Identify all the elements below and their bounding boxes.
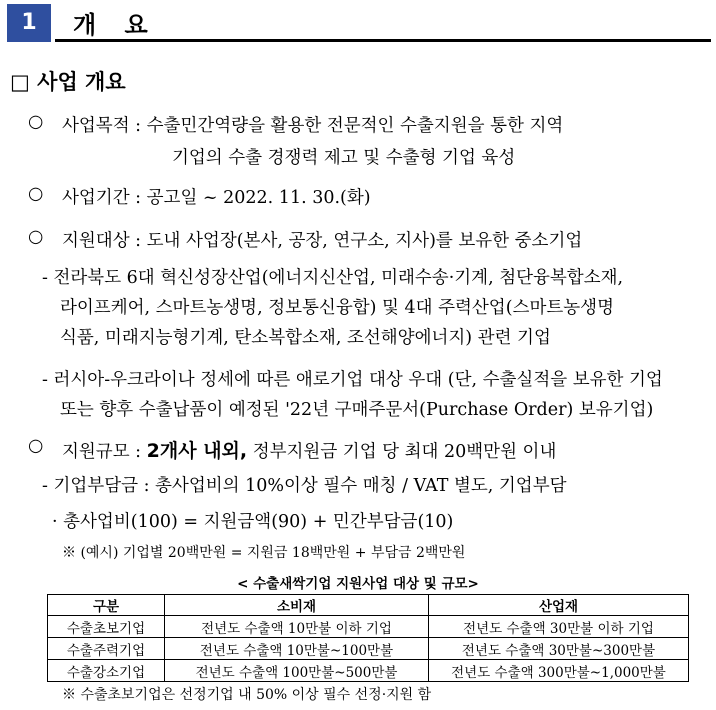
subsection-heading: □ 사업 개요	[10, 70, 126, 94]
table-row	[48, 638, 689, 660]
scale-highlight: 2개사 내외,	[146, 440, 248, 462]
table-cell: 전년도 수출액 30만불 이하 기업	[429, 616, 689, 638]
header-consumer-goods: 소비재	[165, 595, 429, 616]
target-line: 지원대상 : 도내 사업장(본사, 공장, 연구소, 지사)를 보유한 중소기업	[62, 231, 583, 251]
burden-line: - 기업부담금 : 총사업비의 10%이상 필수 매칭 / VAT 별도, 기업부담	[42, 476, 567, 496]
period-marker: ○	[28, 184, 44, 204]
purpose-line-1: 사업목적 : 수출민간역량을 활용한 전문적인 수출지원을 통한 지역	[62, 116, 564, 136]
table-cell: 수출초보기업	[48, 616, 165, 638]
scale-suffix: 정부지원금 기업 당 최대 20백만원 이내	[247, 442, 557, 462]
period-line: 사업기간 : 공고일 ~ 2022. 11. 30.(화)	[62, 188, 371, 208]
target-marker: ○	[28, 227, 44, 247]
table-cell: 전년도 수출액 10만불~100만불	[165, 638, 429, 660]
table-header-row	[48, 595, 689, 616]
scale-prefix: 지원규모 :	[62, 442, 147, 462]
table-cell: 수출강소기업	[48, 660, 165, 682]
purpose-marker: ○	[28, 112, 44, 132]
example-note: ※ (예시) 기업별 20백만원 = 지원금 18백만원 + 부담금 2백만원	[62, 545, 466, 561]
formula-line: · 총사업비(100) = 지원금액(90) + 민간부담금(10)	[52, 512, 454, 532]
header-industrial-goods: 산업재	[429, 595, 689, 616]
table-cell: 전년도 수출액 10만불 이하 기업	[165, 616, 429, 638]
target-sub2-line-1: - 러시아-우크라이나 정세에 따른 애로기업 대상 우대 (단, 수출실적을 보유한 기업	[42, 370, 663, 390]
section-header	[3, 3, 711, 41]
scale-marker: ○	[28, 436, 44, 456]
purpose-line-2: 기업의 수출 경쟁력 제고 및 수출형 기업 육성	[172, 148, 516, 168]
footnote: ※ 수출초보기업은 선정기업 내 50% 이상 필수 선정·지원 함	[62, 687, 432, 703]
target-sub1-line-3: 식품, 미래지능형기계, 탄소복합소재, 조선해양에너지) 관련 기업	[60, 328, 551, 348]
target-sub1-line-2: 라이프케어, 스마트농생명, 정보통신융합) 및 4대 주력산업(스마트농생명	[60, 298, 614, 318]
section-title: 개 요	[73, 11, 158, 39]
target-sub2-line-2: 또는 향후 수출납품이 예정된 '22년 구매주문서(Purchase Order) 보유기업)	[60, 400, 654, 420]
header-category: 구분	[48, 595, 165, 616]
table-cell: 전년도 수출액 100만불~500만불	[165, 660, 429, 682]
support-scale-table	[47, 594, 689, 682]
section-number-badge: 1	[7, 4, 51, 42]
target-sub1-line-1: - 전라북도 6대 혁신성장산업(에너지신산업, 미래수송·기계, 첨단융복합소재,	[42, 268, 624, 288]
table-row	[48, 616, 689, 638]
table-cell: 전년도 수출액 30만불~300만불	[429, 638, 689, 660]
table-row	[48, 660, 689, 682]
title-underline	[55, 39, 711, 42]
table-cell: 전년도 수출액 300만불~1,000만불	[429, 660, 689, 682]
table-caption: < 수출새싹기업 지원사업 대상 및 규모>	[237, 576, 479, 592]
scale-line	[62, 436, 556, 463]
table-cell: 수출주력기업	[48, 638, 165, 660]
